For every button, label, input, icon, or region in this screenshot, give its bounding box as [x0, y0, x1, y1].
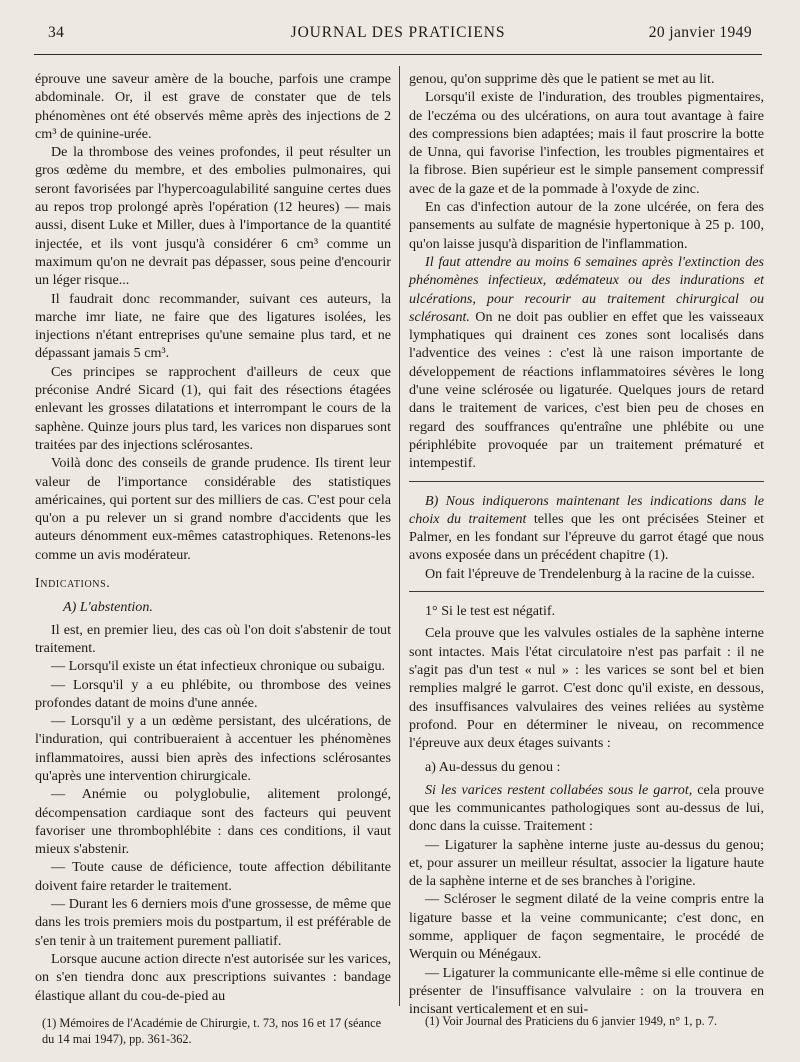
page-header — [44, 24, 752, 50]
paragraph-text: On ne doit pas oublier en effet que les vaisseaux lymphatiques qui drainent ces zones sont localisés dans l'adventice des veines : c'est là une raison importante de développement de réactions inflammatoires sévères le long d'une veine sclérosée ou ligaturée. Quelques jours de retard dans le traitement de varices, c'est bien peu de choses en regard des souffrances qu'entraîne une phlébite ou une périphlébite provoquée par un traitement prématuré et intempestif. — [409, 308, 764, 472]
emphasis-text: Si les varices restent collabées sous le garrot, — [425, 781, 693, 798]
paragraph: On fait l'épreuve de Trendelenburg à la racine de la cuisse. — [425, 565, 755, 582]
list-item: — Ligaturer la saphène interne juste au-dessus du genou; et, pour assurer un meilleur résultat, associer la ligature haute de la saphène interne et de ses branches à l'origine. — [409, 836, 764, 890]
paragraph: Lorsqu'il existe de l'induration, des troubles pigmentaires, de l'eczéma ou des ulcérations, on aura tout avantage à faire des compressions bien adaptées; mais il faut proscrire la botte de Unna, qui favorise l'infection, les troubles pigmentaires et la fibrose. Bien supérieur est le simple pansement compressif avec de la gaze et de la pommade à l'oxyde de zinc. — [409, 89, 764, 197]
list-item: — Lorsqu'il y a eu phlébite, ou thrombose des veines profondes datant de moins d'une année. — [35, 676, 391, 711]
paragraph: Lorsque aucune action directe n'est autorisée sur les varices, on s'en tiendra donc aux prescriptions suivantes : bandage élastique allant du cou-de-pied au — [35, 950, 391, 1004]
left-column — [35, 70, 391, 1004]
list-item: — Anémie ou polyglobulie, alitement prolongé, décompensation cardiaque sont des facteurs qui peuvent favoriser une thrombophlébite : dans ces conditions, il vaut mieux s'abstenir. — [35, 786, 391, 858]
subsection-heading: a) Au-dessus du genou : — [425, 759, 561, 776]
column-divider — [399, 66, 400, 1006]
right-column — [409, 70, 764, 1018]
paragraph: genou, qu'on supprime dès que le patient se met au lit. — [409, 71, 715, 87]
paragraph: Cela prouve que les valvules ostiales de la saphène interne sont intactes. Mais l'état circulatoire n'est pas parfait : il ne s'agit pas d'un test « nul » : les varices se sont bel et bien remplies malgré le garrot. C'est donc qu'il existe, en dessous, des insuffisances valvulaires des veines reliées au système profond. Pour en déterminer le niveau, on recommence l'épreuve aux deux étages suivants : — [409, 625, 764, 752]
paragraph: De la thrombose des veines profondes, il peut résulter un gros œdème du membre, et des embolies pulmonaires, qui seront favorisées par l'hypercoagulabilité sanguine certes dues au repos trop prolongé après l'opération (12 heures) — mais aussi, disent Luke et Miller, dues à l'importance de la quantité injectée, et ils vont jusqu'à considérer 6 cm³ comme un maximum qu'on ne devrait pas dépasser, sous peine d'encourir un léger risque... — [35, 144, 391, 289]
list-item: — Durant les 6 derniers mois d'une grossesse, de même que dans les trois premiers mois du postpartum, il est préférable de s'en tenir à un traitement purement palliatif. — [35, 896, 391, 949]
footnote-left: (1) Mémoires de l'Académie de Chirurgie, t. 73, nos 16 et 17 (séance du 14 mai 1947), pp. 361-362. — [42, 1016, 382, 1046]
paragraph: Voilà donc des conseils de grande prudence. Ils tirent leur valeur de l'importance considérable des statistiques américaines, qui portent sur des milliers de cas. C'est pour cela qu'on a pu relever un si grand nombre d'accidents que les auteurs dénomment eux-mêmes catastrophiques. Retenons-les comme un avis modérateur. — [35, 455, 391, 563]
paragraph-text: telles que les ont précisées Steiner et Palmer, en les fondant sur l'épreuve du garrot étagé que nous avons exposée dans un précédent chapitre (1). — [409, 510, 764, 564]
list-item: — Lorsqu'il y a un œdème persistant, des ulcérations, de l'induration, qui contribueraient à accentuer les phénomènes inflammatoires, aussi bien après des infections sclérosantes qu'après une intervention chirurgicale. — [35, 713, 391, 784]
paragraph: Il faudrait donc recommander, suivant ces auteurs, la marche imr liate, ne faire que des ligatures isolées, les injections n'étant entreprises qu'une semaine plus tard, et ne dépassant jamais 5 cm³. — [35, 290, 391, 362]
paragraph: éprouve une saveur amère de la bouche, parfois une crampe abdominale. Or, il est grave de constater que de tels phénomènes ont été observés même après des injections de 2 cm³ de quinine-urée. — [35, 71, 391, 142]
section-divider — [409, 591, 764, 592]
emphasis-text: Il faut attendre au moins 6 semaines après l'extinction des phénomènes infectieux, œdémateux ou des indurations et ulcérations, pour recourir au traitement chirurgical ou sclérosant. — [409, 253, 764, 325]
paragraph — [409, 253, 764, 473]
list-item: — Ligaturer la communicante elle-même si elle continue de présenter de l'insuffisance valvulaire : on la trouvera en incisant verticalement et en sui- — [409, 964, 764, 1018]
list-item: — Toute cause de déficience, toute affection débilitante doivent faire retarder le traitement. — [35, 859, 391, 894]
section-divider — [409, 481, 764, 482]
subsection-heading: 1° Si le test est négatif. — [425, 603, 556, 620]
list-item: — Lorsqu'il existe un état infectieux chronique ou subaigu. — [51, 658, 386, 675]
paragraph: En cas d'infection autour de la zone ulcérée, on fera des pansements au sulfate de magnésie hypertonique à 25 p. 100, qu'on laisse jusqu'à disparition de l'inflammation. — [409, 199, 764, 252]
journal-title: JOURNAL DES PRATICIENS — [290, 24, 506, 41]
issue-date: 20 janvier 1949 — [648, 24, 752, 41]
page-number: 34 — [48, 24, 65, 41]
paragraph: Ces principes se rapprochent d'ailleurs de ceux que préconise André Sicard (1), qui fait des résections étagées enlevant les grosses dilatations et interrompant le cours de la saphène. Quinze jours plus tard, les varices non disparues sont traitées par des injections sclérosantes. — [35, 363, 391, 453]
paragraph — [409, 492, 764, 565]
section-heading: Indications. — [35, 575, 111, 592]
header-rule — [34, 54, 762, 55]
paragraph — [409, 781, 764, 836]
list-item: — Scléroser le segment dilaté de la veine compris entre la ligature basse et la veine communicante; c'est donc, en somme, appliquer de façon segmentaire, le procédé de Werquin ou Ménégaux. — [409, 891, 764, 963]
paragraph: Il est, en premier lieu, des cas où l'on doit s'abstenir de tout traitement. — [35, 621, 391, 656]
subsection-heading: A) L'abstention. — [63, 599, 153, 616]
paragraph-text: cela prouve que les communicantes pathologiques sont au-dessus de lui, donc dans la cuisse. Traitement : — [409, 781, 764, 835]
footnote-right: (1) Voir Journal des Praticiens du 6 janvier 1949, n° 1, p. 7. — [425, 1014, 718, 1028]
emphasis-text: B) Nous indiquerons maintenant les indications dans le choix du traitement — [409, 492, 764, 527]
